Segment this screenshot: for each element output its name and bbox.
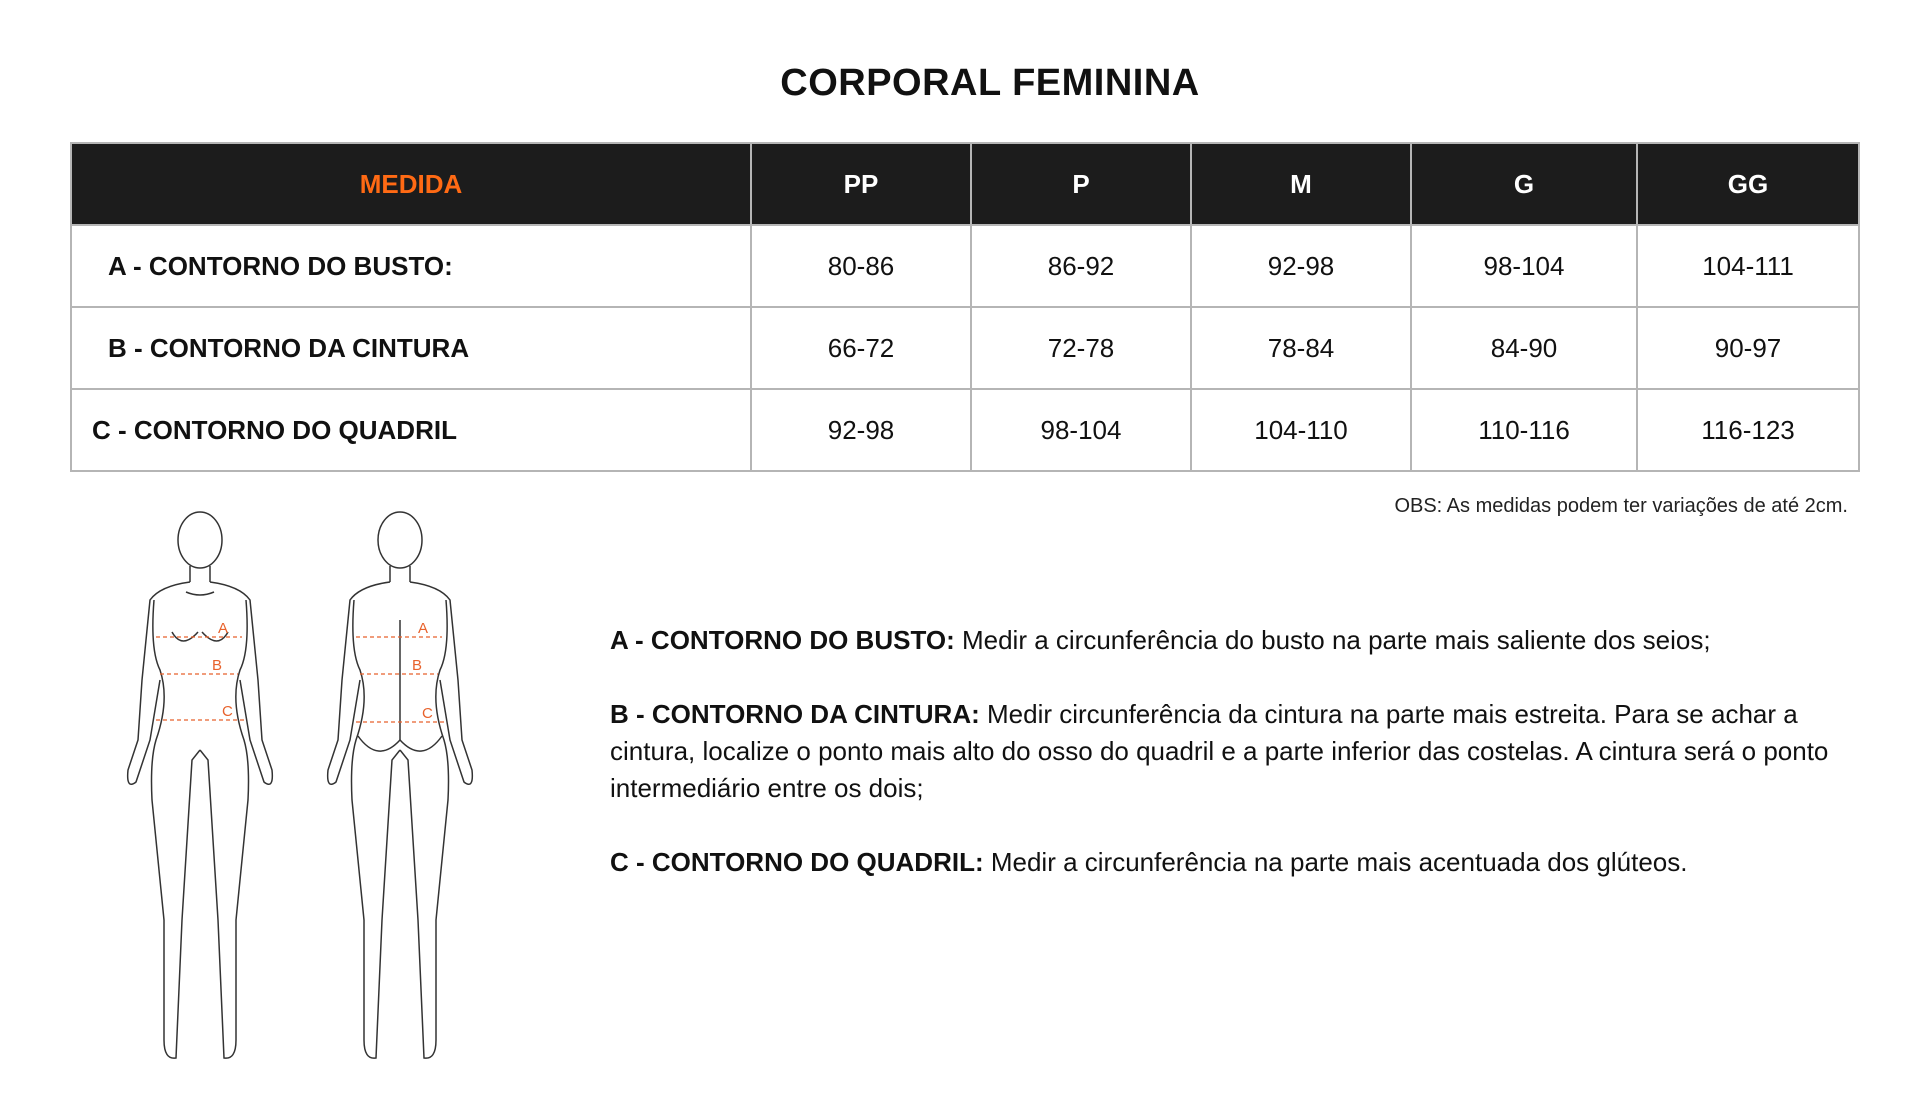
back-figure: [328, 512, 473, 1058]
description-cintura: [610, 696, 1860, 807]
body-figures-illustration: [120, 500, 520, 1080]
table-cell: 92-98: [751, 389, 971, 471]
size-table: [70, 142, 1860, 472]
table-cell: 84-90: [1411, 307, 1637, 389]
description-text: Medir a circunferência do busto na parte mais saliente dos seios;: [954, 625, 1711, 655]
measurement-descriptions: [610, 622, 1860, 918]
description-text: Medir circunferência da cintura na parte mais estreita. Para se achar a cintura, localize o ponto mais alto do osso do quadril e a parte inferior das costelas. A cintura será o ponto intermediário entre os dois;: [610, 699, 1829, 803]
table-header-row: [71, 143, 1859, 225]
column-header-medida: MEDIDA: [71, 143, 751, 225]
table-cell: 104-111: [1637, 225, 1859, 307]
description-text: Medir a circunferência na parte mais acentuada dos glúteos.: [983, 847, 1688, 877]
obs-note: OBS: As medidas podem ter variações de até 2cm.: [1394, 495, 1848, 517]
table-cell: 116-123: [1637, 389, 1859, 471]
description-busto: [610, 622, 1860, 659]
page-title: CORPORAL FEMININA: [780, 62, 1200, 104]
description-term: C - CONTORNO DO QUADRIL:: [610, 847, 984, 877]
table-cell: 72-78: [971, 307, 1191, 389]
front-marker-a: A: [218, 620, 229, 637]
table-cell: 110-116: [1411, 389, 1637, 471]
table-cell: 92-98: [1191, 225, 1411, 307]
table-cell: 66-72: [751, 307, 971, 389]
back-marker-b: B: [412, 657, 423, 674]
table-row: [71, 389, 1859, 471]
column-header-p: P: [971, 143, 1191, 225]
table-cell: 86-92: [971, 225, 1191, 307]
table-cell: 78-84: [1191, 307, 1411, 389]
description-term: A - CONTORNO DO BUSTO:: [610, 625, 955, 655]
front-figure: [128, 512, 273, 1058]
row-label-cintura: B - CONTORNO DA CINTURA: [71, 307, 751, 389]
front-marker-b: B: [212, 657, 223, 674]
column-header-pp: PP: [751, 143, 971, 225]
table-row: [71, 225, 1859, 307]
table-cell: 98-104: [1411, 225, 1637, 307]
back-marker-a: A: [418, 620, 429, 637]
description-quadril: [610, 844, 1860, 881]
description-term: B - CONTORNO DA CINTURA:: [610, 699, 980, 729]
table-cell: 98-104: [971, 389, 1191, 471]
back-marker-c: C: [422, 705, 433, 722]
column-header-gg: GG: [1637, 143, 1859, 225]
table-cell: 90-97: [1637, 307, 1859, 389]
column-header-g: G: [1411, 143, 1637, 225]
front-marker-c: C: [222, 703, 233, 720]
column-header-m: M: [1191, 143, 1411, 225]
row-label-quadril: C - CONTORNO DO QUADRIL: [71, 389, 751, 471]
table-row: [71, 307, 1859, 389]
table-cell: 80-86: [751, 225, 971, 307]
table-cell: 104-110: [1191, 389, 1411, 471]
row-label-busto: A - CONTORNO DO BUSTO:: [71, 225, 751, 307]
